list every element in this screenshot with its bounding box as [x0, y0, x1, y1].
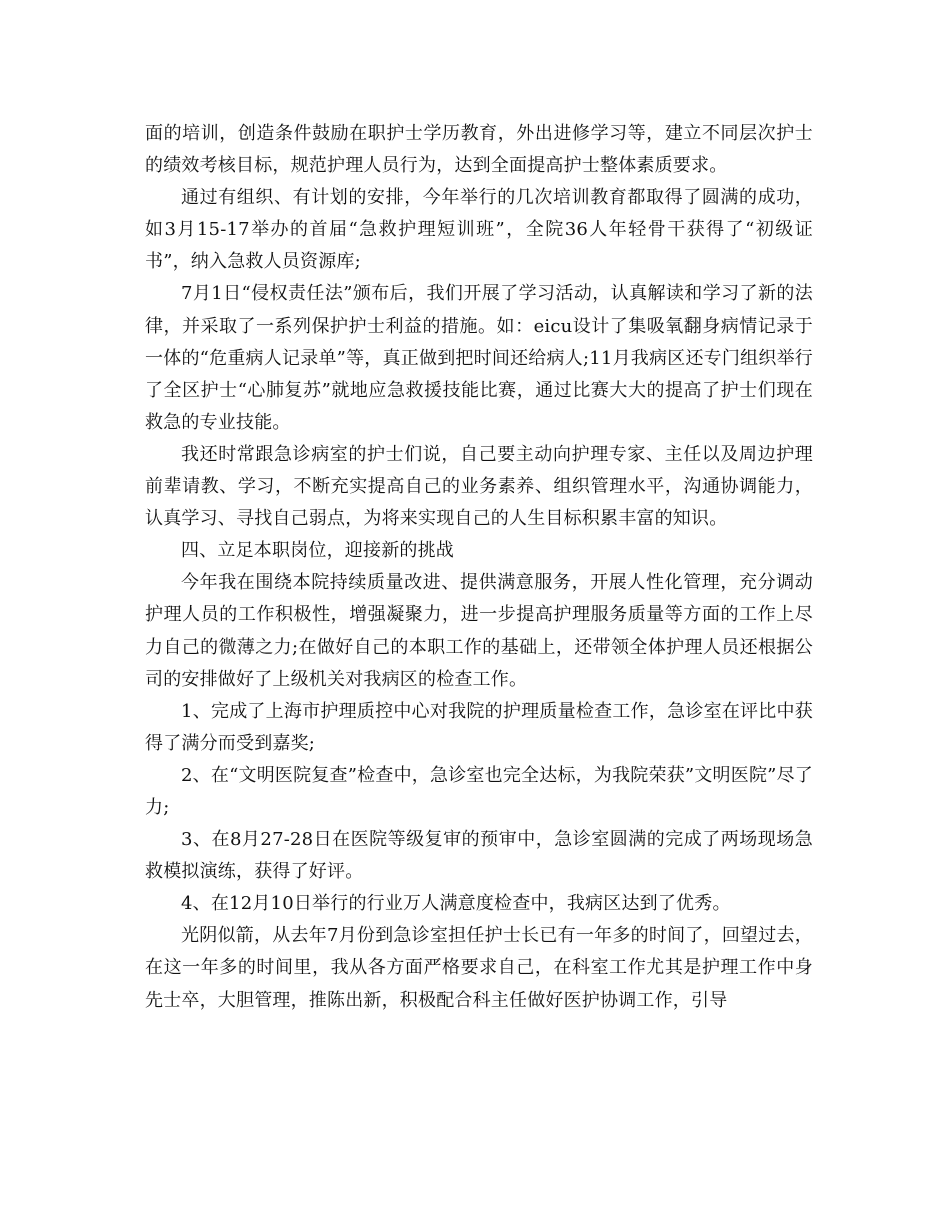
list-item-2: 2、在“文明医院复查”检查中，急诊室也完全达标，为我院荣获”文明医院”尽了力;: [145, 764, 813, 818]
paragraph-tort-law-activities: 7月1日“侵权责任法”颁布后，我们开展了学习活动，认真解读和学习了新的法律，并采取了一系列保护护士利益的措施。如：eicu设计了集吸氧翻身病情记录于一体的“危重病人记录单”等，真正做到把时间还给病人;11月我病区还专门组织举行了全区护士“心肺复苏”就地应急救援技能比赛，通过比赛大大的提高了护士们现在救急的专业技能。: [145, 283, 813, 433]
paragraph-training-continued: 面的培训，创造条件鼓励在职护士学历教育，外出进修学习等，建立不同层次护士的绩效考核目标，规范护理人员行为，达到全面提高护士整体素质要求。: [145, 123, 813, 177]
paragraph-review: 光阴似箭，从去年7月份到急诊室担任护士长已有一年多的时间了，回望过去，在这一年多的时间里，我从各方面严格要求自己，在科室工作尤其是护理工作中身先士卒，大胆管理，推陈出新，积极配合科主任做好医护协调工作，引导: [145, 925, 813, 1011]
paragraph-self-improvement: 我还时常跟急诊病室的护士们说，自己要主动向护理专家、主任以及周边护理前辈请教、学习，不断充实提高自己的业务素养、组织管理水平，沟通协调能力，认真学习、寻找自己弱点，为将来实现自己的人生目标积累丰富的知识。: [145, 443, 813, 530]
list-item-4: 4、在12月10日举行的行业万人满意度检查中，我病区达到了优秀。: [181, 893, 731, 915]
list-item-1: 1、完成了上海市护理质控中心对我院的护理质量检查工作，急诊室在评比中获得了满分而受到嘉奖;: [145, 700, 813, 754]
paragraph-quality-improvement: 今年我在围绕本院持续质量改进、提供满意服务，开展人性化管理，充分调动护理人员的工作积极性，增强凝聚力，进一步提高护理服务质量等方面的工作上尽力自己的微薄之力;在做好自己的本职工作的基础上，还带领全体护理人员还根据公司的安排做好了上级机关对我病区的检查工作。: [145, 572, 813, 690]
section-heading-new-challenges: 四、立足本职岗位，迎接新的挑战: [181, 540, 454, 562]
list-item-3: 3、在8月27-28日在医院等级复审的预审中，急诊室圆满的完成了两场现场急救模拟演练，获得了好评。: [145, 829, 813, 883]
document-body: [145, 118, 813, 1017]
paragraph-training-results: 通过有组织、有计划的安排，今年举行的几次培训教育都取得了圆满的成功，如3月15-17举办的首届“急救护理短训班”，全院36人年轻骨干获得了“初级证书”，纳入急救人员资源库;: [145, 187, 813, 273]
